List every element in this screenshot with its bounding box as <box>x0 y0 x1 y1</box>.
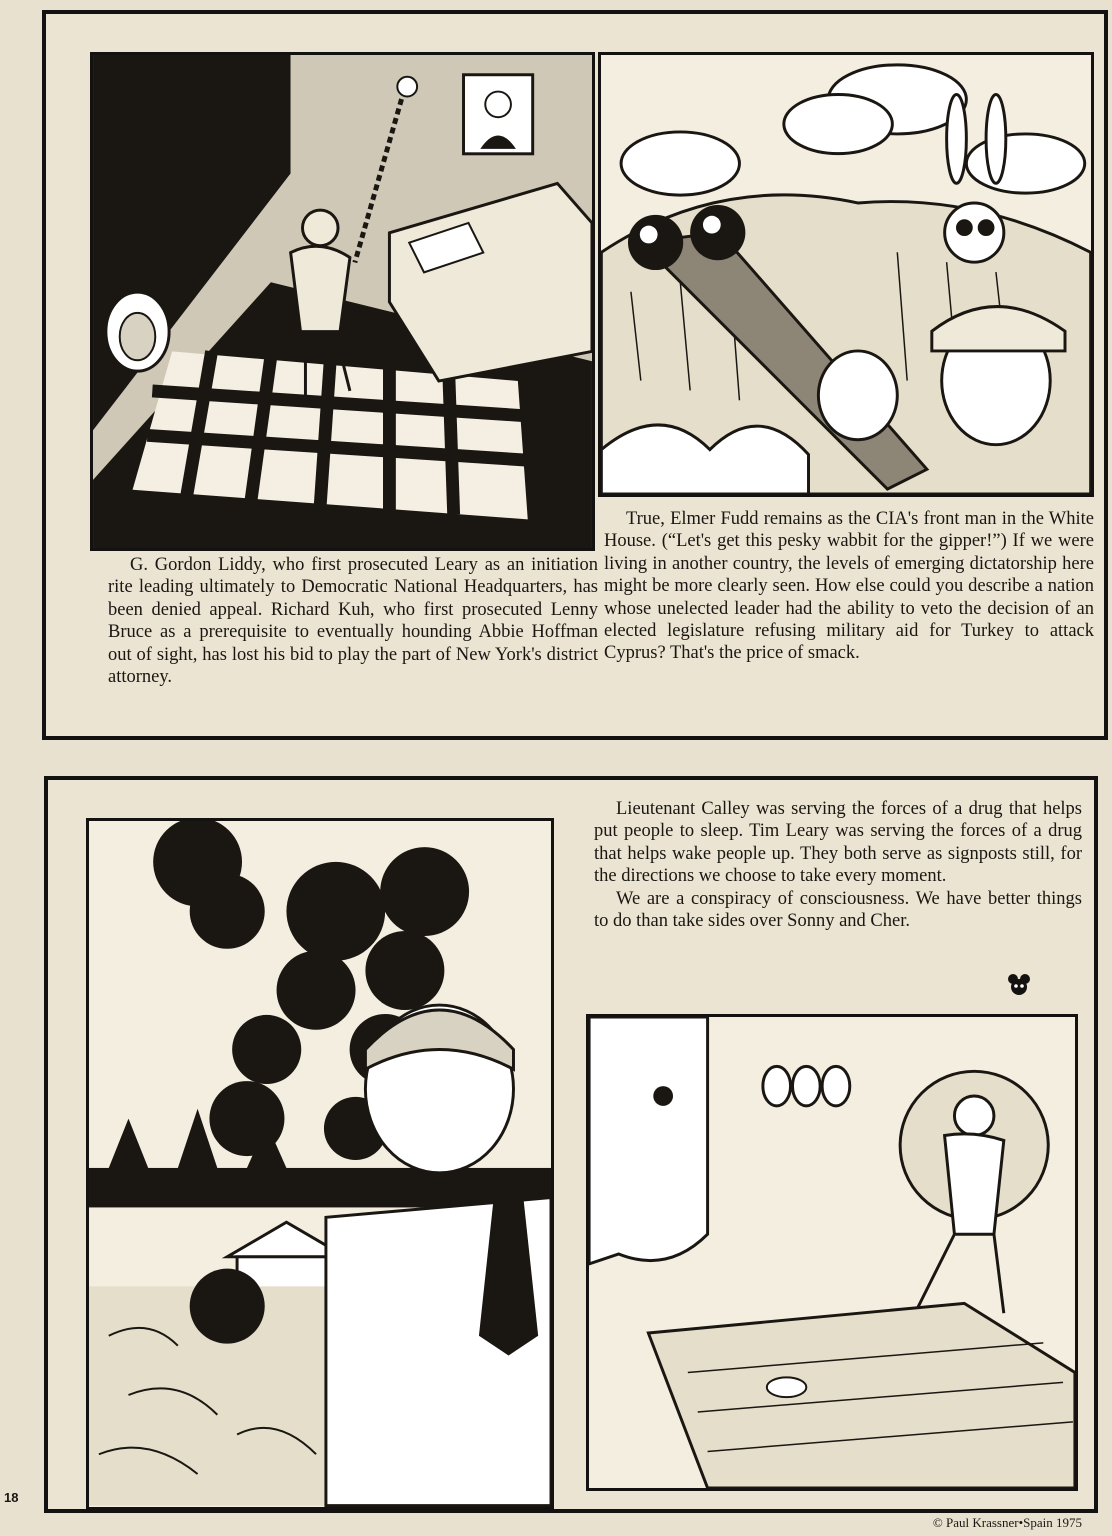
copyright-credit: © Paul Krassner•Spain 1975 <box>932 1515 1082 1530</box>
burning-village-illustration <box>89 821 551 1507</box>
jail-cell-illustration <box>93 55 592 548</box>
conspiracy-caption-text: We are a conspiracy of consciousness. We have better things to do than take sides over Sonny and Cher. <box>594 888 1082 932</box>
fudd-caption-text: True, Elmer Fudd remains as the CIA's front man in the White House. (“Let's get this pesky wabbit for the gipper!”) If we were living in another country, the levels of emerging dictatorship here might be more clearly seen. How else could you describe a nation whose unelected leader had the ability to veto the decision of an elected legislature refusing military aid for Turkey to attack Cyprus? That's the price of smack. <box>604 509 1094 664</box>
bottom-tier-frame <box>44 776 1098 1513</box>
liddy-caption <box>108 554 598 688</box>
mouse-ears-logo <box>1008 974 1030 996</box>
top-tier-frame <box>42 10 1108 740</box>
calley-caption-text: Lieutenant Calley was serving the forces of a drug that helps put people to sleep. Tim Leary was serving the forces of a drug that helps wake people up. They both serve as signposts still, for the directions we choose to take every moment. <box>594 799 1082 887</box>
hunter-panel <box>598 52 1094 497</box>
throne-room-illustration <box>589 1017 1075 1488</box>
calley-caption <box>594 798 1082 932</box>
page-number: 18 <box>4 1490 19 1505</box>
liddy-caption-text: G. Gordon Liddy, who first prosecuted Leary as an initiation rite leading ultimately to Democratic National Headquarters, has been denied appeal. Richard Kuh, who first prosecuted Lenny Bruce as a prerequisite to eventually hounding Abbie Hoffman out of sight, has lost his bid to play the part of New York's district attorney. <box>108 555 598 688</box>
throne-room-panel <box>586 1014 1078 1491</box>
fudd-caption <box>604 508 1094 665</box>
hunter-illustration <box>601 55 1091 494</box>
burning-village-panel <box>86 818 554 1510</box>
jail-cell-panel <box>90 52 595 551</box>
